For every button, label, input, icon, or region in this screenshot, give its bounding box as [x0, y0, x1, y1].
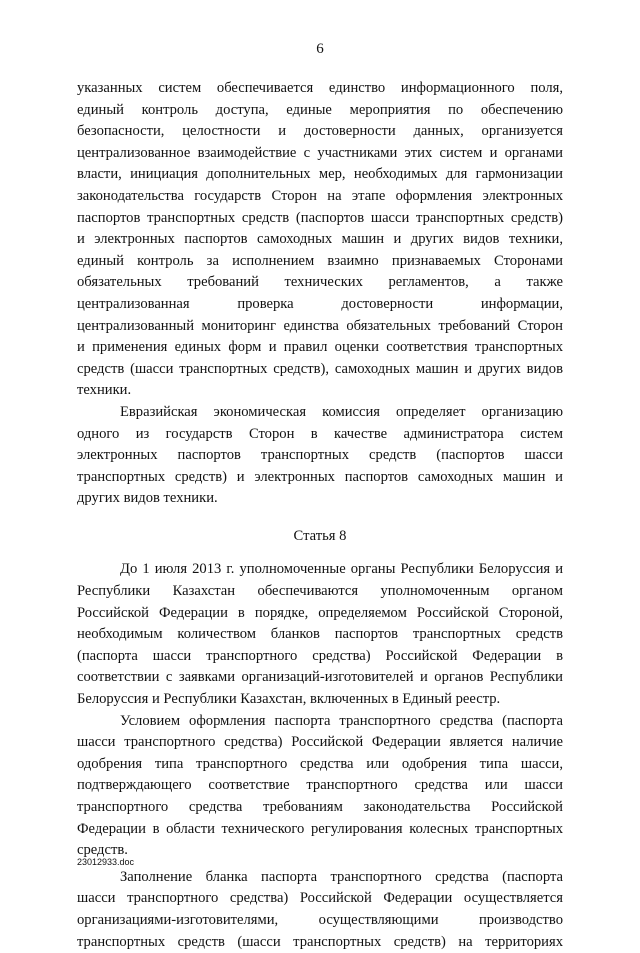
footer-filename: 23012933.doc: [77, 857, 135, 867]
text-line: паспортов транспортных средств (паспортов шасси транспортных средств): [77, 209, 563, 226]
text-line: шасси транспортного средства) Российской Федерации осуществляется: [77, 890, 563, 907]
text-line: Республики Казахстан обеспечиваются уполномоченным органом: [77, 583, 563, 600]
text-line: указанных систем обеспечивается единство информационного поля,: [77, 80, 563, 96]
article-heading: Статья 8: [293, 527, 347, 544]
text-line: Условием оформления паспорта транспортного средства (паспорта: [120, 712, 563, 729]
text-line: Российской Федерации в порядке, определяемом Российской Стороной,: [77, 604, 563, 621]
document-body: [77, 78, 563, 953]
page-number: 6: [316, 41, 324, 57]
text-line: транспортных средств) и электронных паспортов самоходных машин и: [77, 468, 563, 485]
text-line: Белоруссия и Республики Казахстан, включенных в Единый реестр.: [77, 691, 501, 708]
text-line: средств.: [77, 842, 128, 859]
text-line: Федерации в области технического регулирования колесных транспортных: [77, 820, 563, 837]
text-line: необходимым количеством бланков паспортов транспортных средств: [77, 626, 563, 643]
text-line: Заполнение бланка паспорта транспортного средства (паспорта: [120, 868, 563, 885]
text-line: законодательства государств Сторон на этапе оформления электронных: [77, 187, 563, 204]
text-line: единый контроль за исполнением взаимно признаваемых Сторонами: [77, 252, 563, 269]
text-line: централизованный мониторинг единства обязательных требований Сторон: [77, 317, 563, 334]
paragraph-systems: [77, 78, 563, 402]
text-line: транспортных средств (шасси транспортных средств) на территориях: [77, 933, 563, 950]
paragraph-article8-1: [77, 559, 563, 710]
text-line: централизованная проверка достоверности информации,: [77, 295, 563, 312]
text-line: транспортного средства требованиям законодательства Российской: [77, 799, 563, 815]
text-line: шасси транспортного средства) Российской Федерации является наличие: [77, 734, 563, 751]
text-line: средств (шасси транспортных средств), самоходных машин и других видов: [77, 360, 563, 377]
text-line: организациями-изготовителями, осуществляющими производство: [77, 911, 563, 928]
text-line: До 1 июля 2013 г. уполномоченные органы Республики Белоруссия и: [120, 561, 563, 578]
paragraph-commission: [77, 402, 563, 510]
text-line: и электронных паспортов самоходных машин и других видов техники,: [77, 231, 563, 248]
text-line: других видов техники.: [77, 490, 218, 507]
text-line: обязательных требований технических регламентов, а также: [77, 274, 563, 291]
text-line: соответствии с заявками организаций-изготовителей и органов Республики: [77, 669, 563, 686]
text-line: электронных паспортов транспортных средств (паспортов шасси: [77, 447, 563, 464]
text-line: власти, инициация дополнительных мер, необходимых для гармонизации: [77, 166, 563, 183]
text-line: централизованное взаимодействие с участниками этих систем и органами: [77, 144, 563, 161]
text-line: подтверждающего соответствие транспортного средства или шасси: [77, 777, 563, 794]
text-line: и применения единых форм и правил оценки соответствия транспортных: [77, 339, 563, 356]
text-line: одного из государств Сторон в качестве администратора систем: [77, 425, 563, 442]
paragraph-article8-3: [77, 867, 563, 953]
paragraph-article8-2: [77, 711, 563, 862]
text-line: техники.: [77, 382, 132, 399]
text-line: одобрения типа транспортного средства или одобрения типа шасси,: [77, 755, 563, 772]
text-line: (паспорта шасси транспортного средства) Российской Федерации в: [77, 647, 563, 664]
text-line: Евразийская экономическая комиссия определяет организацию: [120, 403, 563, 420]
text-line: единый контроль доступа, единые мероприятия по обеспечению: [77, 101, 563, 118]
text-line: безопасности, целостности и достоверности данных, организуется: [77, 123, 563, 140]
